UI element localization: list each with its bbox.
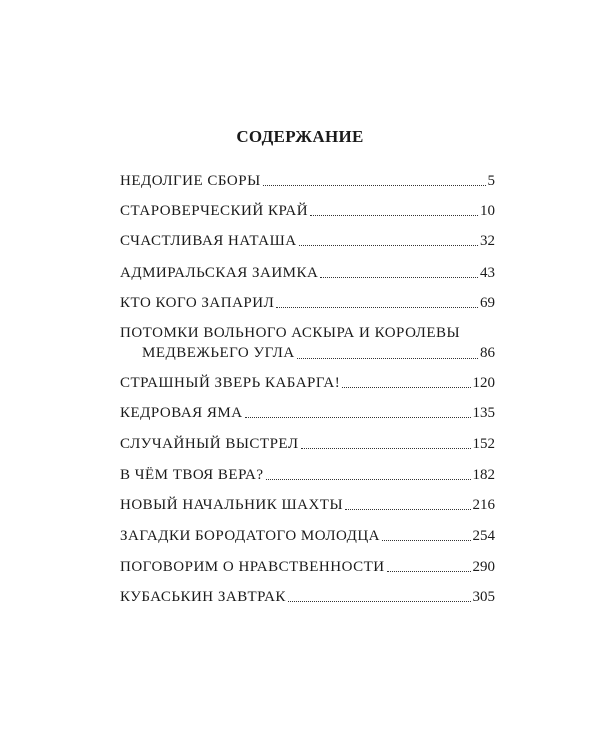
leader-dots: [276, 306, 478, 308]
toc-entry-page: 290: [472, 559, 495, 575]
toc-entry-title: В ЧЁМ ТВОЯ ВЕРА?: [120, 467, 264, 483]
toc-entry-page: 182: [472, 467, 495, 483]
toc-entry-title: СТРАШНЫЙ ЗВЕРЬ КАБАРГА!: [120, 375, 341, 391]
leader-dots: [310, 214, 478, 216]
leader-dots: [299, 244, 478, 246]
toc-entry-title: СТАРОВЕРЧЕСКИЙ КРАЙ: [120, 203, 309, 219]
toc-entry[interactable]: [120, 170, 495, 190]
toc-entry-page: 86: [480, 345, 495, 361]
toc-entry-page: 43: [480, 265, 495, 281]
toc-entry-title: НОВЫЙ НАЧАЛЬНИК ШАХТЫ: [120, 497, 344, 513]
toc-entry-page: 5: [487, 173, 495, 189]
toc-entry-title: ЗАГАДКИ БОРОДАТОГО МОЛОДЦА: [120, 528, 380, 544]
toc-entry[interactable]: [120, 372, 495, 392]
toc-entry-title: ПОТОМКИ ВОЛЬНОГО АСКЫРА И КОРОЛЕВЫ: [120, 325, 461, 341]
toc-entry[interactable]: [120, 494, 495, 514]
toc-entry-page: 32: [480, 233, 495, 249]
leader-dots: [320, 276, 478, 278]
toc-entry[interactable]: [120, 262, 495, 282]
toc-entry-page: 135: [472, 405, 495, 421]
toc-entry[interactable]: [120, 586, 495, 606]
toc-entry[interactable]: [120, 292, 495, 312]
toc-entry-page: 69: [480, 295, 495, 311]
leader-dots: [263, 184, 486, 186]
leader-dots: [301, 447, 471, 449]
toc-entry[interactable]: [120, 556, 495, 576]
leader-dots: [387, 570, 471, 572]
leader-dots: [245, 416, 471, 418]
toc-entry[interactable]: [120, 200, 495, 220]
leader-dots: [342, 386, 470, 388]
toc-entry[interactable]: [120, 464, 495, 484]
toc-entry-page: 120: [472, 375, 495, 391]
toc-entry[interactable]: [120, 525, 495, 545]
toc-entry-title: КТО КОГО ЗАПАРИЛ: [120, 295, 275, 311]
toc-entry-title: АДМИРАЛЬСКАЯ ЗАИМКА: [120, 265, 319, 281]
toc-entry-page: 10: [480, 203, 495, 219]
leader-dots: [382, 539, 471, 541]
toc-entry-page: 254: [472, 528, 495, 544]
leader-dots: [297, 357, 478, 359]
toc-entry[interactable]: [120, 402, 495, 422]
toc-entry-title: НЕДОЛГИЕ СБОРЫ: [120, 173, 261, 189]
toc-entry-title: ПОГОВОРИМ О НРАВСТВЕННОСТИ: [120, 559, 385, 575]
leader-dots: [288, 600, 471, 602]
toc-entry-page: 152: [472, 436, 495, 452]
toc-entry-title: СЧАСТЛИВАЯ НАТАША: [120, 233, 297, 249]
leader-dots: [266, 478, 471, 480]
toc-entry[interactable]: [120, 230, 495, 250]
toc-entry[interactable]: [120, 323, 495, 363]
leader-dots: [345, 508, 470, 510]
toc-entry-page: 216: [472, 497, 495, 513]
toc-entry-title: КЕДРОВАЯ ЯМА: [120, 405, 243, 421]
page-title: СОДЕРЖАНИЕ: [236, 127, 364, 146]
toc-entry-title: КУБАСЬКИН ЗАВТРАК: [120, 589, 286, 605]
toc-entry-title: СЛУЧАЙНЫЙ ВЫСТРЕЛ: [120, 436, 299, 452]
toc-entry[interactable]: [120, 433, 495, 453]
toc-entry-page: 305: [472, 589, 495, 605]
toc-entry-title-continued: МЕДВЕЖЬЕГО УГЛА: [142, 345, 295, 361]
